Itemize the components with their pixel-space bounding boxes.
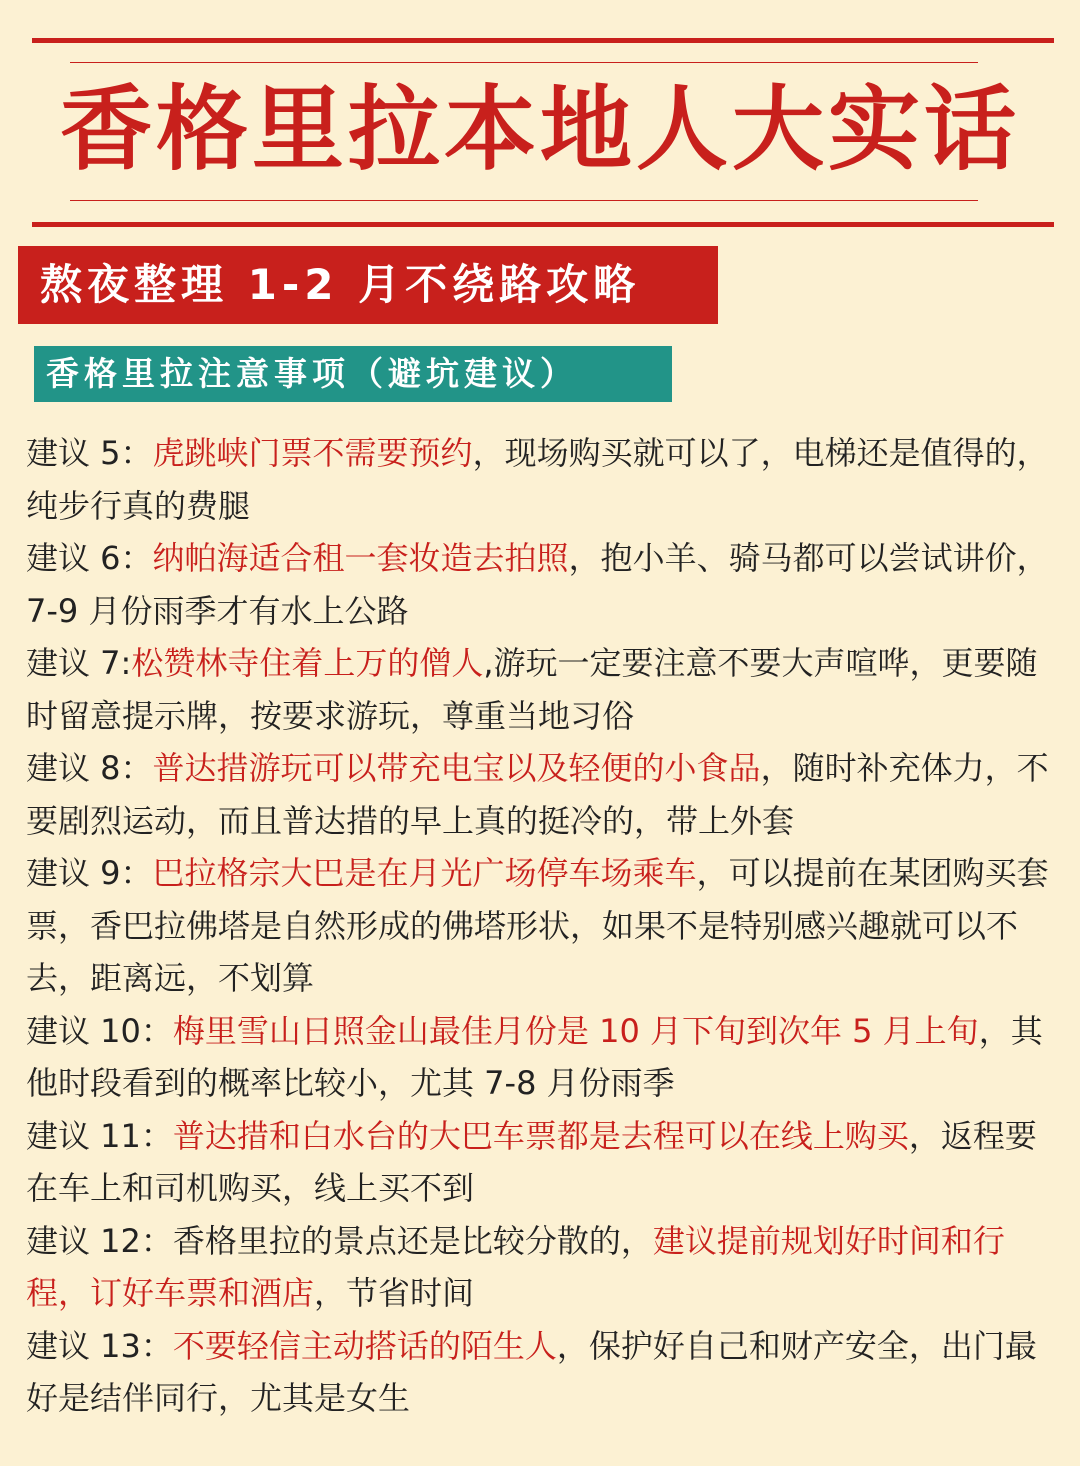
tip-text: ，其他时段看到的概率比较小，尤其 7-8 月份雨季 — [26, 1011, 1043, 1102]
page-title: 香格里拉本地人大实话 — [59, 76, 1020, 183]
tip-item — [26, 742, 1060, 847]
tip-item — [26, 637, 1060, 742]
tip-text: ,游玩一定要注意不要大声喧哗，更要随时留意提示牌，按要求游玩，尊重当地习俗 — [26, 644, 1038, 735]
tip-text: ，可以提前在某团购买套票，香巴拉佛塔是自然形成的佛塔形状，如果不是特别感兴趣就可以不去，距离远，不划算 — [26, 854, 1049, 997]
tip-highlight: 建议提前规划好时间和行程，订好车票和酒店 — [26, 1221, 1005, 1312]
top-rule-thick — [32, 38, 1054, 43]
tip-text: 建议 8： — [26, 749, 153, 787]
tip-text: 建议 7: — [26, 644, 132, 682]
bottom-rule-thick — [32, 222, 1054, 227]
tip-text: 建议 5： — [26, 434, 153, 472]
section-banner: 香格里拉注意事项（避坑建议） — [34, 346, 672, 402]
tip-item — [26, 1320, 1060, 1425]
tip-item — [26, 532, 1060, 637]
tip-text: ，节省时间 — [314, 1274, 475, 1312]
tip-text: 建议 6： — [26, 539, 153, 577]
tip-highlight: 普达措和白水台的大巴车票都是去程可以在线上购买 — [172, 1116, 909, 1155]
tip-item — [26, 427, 1060, 532]
tip-highlight: 巴拉格宗大巴是在月光广场停车场乘车 — [152, 854, 697, 892]
tip-text: 建议 12：香格里拉的景点还是比较分散的， — [26, 1221, 653, 1260]
tip-highlight: 虎跳峡门票不需要预约 — [152, 434, 473, 472]
tip-text: 建议 11： — [26, 1116, 173, 1155]
tip-text: ，返程要在车上和司机购买，线上买不到 — [26, 1116, 1037, 1207]
tips-list — [26, 427, 1060, 1425]
tip-text: 建议 9： — [26, 854, 153, 892]
tip-item — [26, 1005, 1060, 1110]
tip-text: ，抱小羊、骑马都可以尝试讲价，7-9 月份雨季才有水上公路 — [26, 539, 1049, 630]
tip-highlight: 不要轻信主动搭话的陌生人 — [172, 1326, 557, 1365]
tip-highlight: 普达措游玩可以带充电宝以及轻便的小食品 — [152, 749, 761, 787]
tip-text: 建议 13： — [26, 1326, 173, 1365]
tip-item — [26, 847, 1060, 1005]
top-rule-thin — [70, 62, 978, 63]
bottom-rule-thin — [70, 200, 978, 201]
tip-text: ，随时补充体力，不要剧烈运动，而且普达措的早上真的挺冷的，带上外套 — [26, 749, 1049, 840]
tip-text: ，保护好自己和财产安全，出门最好是结伴同行，尤其是女生 — [26, 1326, 1037, 1417]
tip-highlight: 梅里雪山日照金山最佳月份是 10 月下旬到次年 5 月上旬 — [172, 1011, 979, 1050]
tip-highlight: 松赞林寺住着上万的僧人 — [131, 644, 484, 682]
tip-item — [26, 1215, 1060, 1320]
tip-item — [26, 1110, 1060, 1215]
tip-text: 建议 10： — [26, 1011, 173, 1050]
tip-highlight: 纳帕海适合租一套妆造去拍照 — [152, 539, 569, 577]
subtitle-banner: 熬夜整理 1-2 月不绕路攻略 — [18, 246, 718, 324]
tip-text: ，现场购买就可以了，电梯还是值得的，纯步行真的费腿 — [26, 434, 1049, 525]
